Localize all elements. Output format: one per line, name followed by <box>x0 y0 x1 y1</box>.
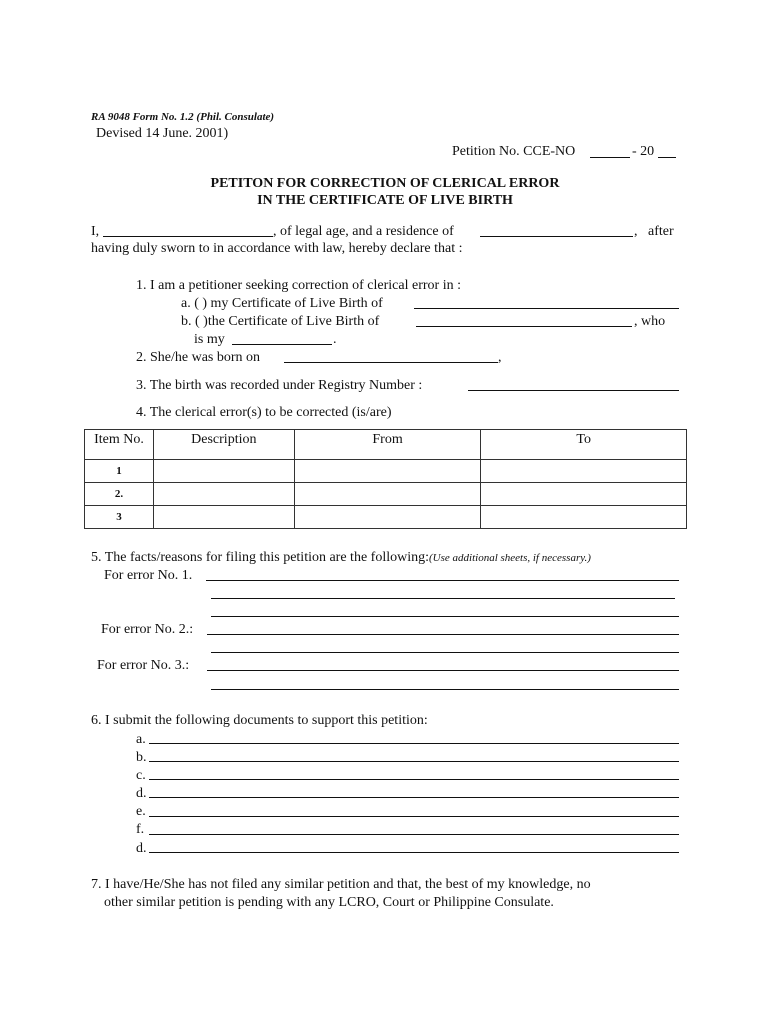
doc-letter: b. <box>136 750 147 765</box>
cell-description[interactable] <box>153 460 294 483</box>
item-1b-who: , who <box>634 314 666 329</box>
doc-letter: c. <box>136 768 146 783</box>
intro-i: I, <box>91 224 100 239</box>
doc-line[interactable] <box>149 834 679 835</box>
cell-to[interactable] <box>481 506 687 529</box>
error-1-line-2[interactable] <box>211 598 675 599</box>
declaration-line-1: 7. I have/He/She has not filed any similar petition and that, the best of my knowledge, no <box>91 877 591 892</box>
item-1a-field[interactable] <box>414 308 679 309</box>
error-3-line-1[interactable] <box>207 670 679 671</box>
doc-letter: a. <box>136 732 146 747</box>
error-2-label: For error No. 2.: <box>101 622 194 637</box>
doc-letter: e. <box>136 804 146 819</box>
table-row <box>85 483 687 506</box>
header-item-no: Item No. <box>85 430 154 460</box>
doc-line[interactable] <box>149 761 679 762</box>
item-4-text: 4. The clerical error(s) to be corrected (is/are) <box>136 405 392 420</box>
cell-item: 1 <box>85 460 154 483</box>
cell-from[interactable] <box>294 483 481 506</box>
error-2-line-2[interactable] <box>211 652 679 653</box>
item-1b-period: . <box>333 332 337 347</box>
item-1b-field[interactable] <box>416 326 632 327</box>
cell-item: 2. <box>85 483 154 506</box>
petition-no-label: Petition No. CCE-NO <box>452 144 576 159</box>
error-3-label: For error No. 3.: <box>97 658 190 673</box>
item-5-label: 5. The facts/reasons for filing this petition are the following: <box>91 550 429 565</box>
header-description: Description <box>153 430 294 460</box>
cell-to[interactable] <box>481 460 687 483</box>
table-header-row <box>85 430 687 460</box>
item-2-comma: , <box>498 350 502 365</box>
form-id: RA 9048 Form No. 1.2 (Phil. Consulate) <box>91 111 275 123</box>
table-row <box>85 460 687 483</box>
birth-date-field[interactable] <box>284 362 498 363</box>
doc-letter: f. <box>136 822 145 837</box>
petition-no-field[interactable] <box>590 157 630 158</box>
petition-year-field[interactable] <box>658 157 676 158</box>
residence-field[interactable] <box>480 236 633 237</box>
item-1b-is-my: is my <box>194 332 225 347</box>
error-3-line-2[interactable] <box>211 689 679 690</box>
doc-line[interactable] <box>149 797 679 798</box>
cell-description[interactable] <box>153 506 294 529</box>
doc-line[interactable] <box>149 816 679 817</box>
item-1a-text: a. ( ) my Certificate of Live Birth of <box>181 296 383 311</box>
error-1-line-3[interactable] <box>211 616 679 617</box>
item-5-note: (Use additional sheets, if necessary.) <box>429 552 591 564</box>
item-1-text: 1. I am a petitioner seeking correction of clerical error in : <box>136 278 461 293</box>
cell-from[interactable] <box>294 460 481 483</box>
cell-description[interactable] <box>153 483 294 506</box>
devised-date: Devised 14 June. 2001) <box>96 126 229 141</box>
error-2-line-1[interactable] <box>207 634 679 635</box>
error-1-line-1[interactable] <box>206 580 679 581</box>
declaration-line-2: other similar petition is pending with any LCRO, Court or Philippine Consulate. <box>104 895 554 910</box>
doc-letter: d. <box>136 786 147 801</box>
item-6-text: 6. I submit the following documents to support this petition: <box>91 713 428 728</box>
doc-line[interactable] <box>149 852 679 853</box>
doc-letter: d. <box>136 841 147 856</box>
intro-legal-age: , of legal age, and a residence of <box>273 224 454 239</box>
cell-from[interactable] <box>294 506 481 529</box>
error-1-label: For error No. 1. <box>104 568 193 583</box>
item-2-text: 2. She/he was born on <box>136 350 261 365</box>
intro-after: after <box>648 224 674 239</box>
cell-item: 3 <box>85 506 154 529</box>
petitioner-name-field[interactable] <box>103 236 273 237</box>
intro-comma: , <box>634 224 638 239</box>
header-to: To <box>481 430 687 460</box>
cell-to[interactable] <box>481 483 687 506</box>
registry-number-field[interactable] <box>468 390 679 391</box>
title-line-1: PETITON FOR CORRECTION OF CLERICAL ERROR <box>210 176 560 191</box>
intro-line-2: having duly sworn to in accordance with law, hereby declare that : <box>91 241 463 256</box>
title-line-2: IN THE CERTIFICATE OF LIVE BIRTH <box>257 193 513 208</box>
doc-line[interactable] <box>149 779 679 780</box>
header-from: From <box>294 430 481 460</box>
doc-line[interactable] <box>149 743 679 744</box>
item-5-text <box>91 549 591 567</box>
clerical-errors-table <box>84 429 687 529</box>
table-row <box>85 506 687 529</box>
item-1b-text: b. ( )the Certificate of Live Birth of <box>181 314 380 329</box>
item-3-text: 3. The birth was recorded under Registry Number : <box>136 378 423 393</box>
petition-year-sep: - 20 <box>632 144 655 159</box>
relationship-field[interactable] <box>232 344 332 345</box>
